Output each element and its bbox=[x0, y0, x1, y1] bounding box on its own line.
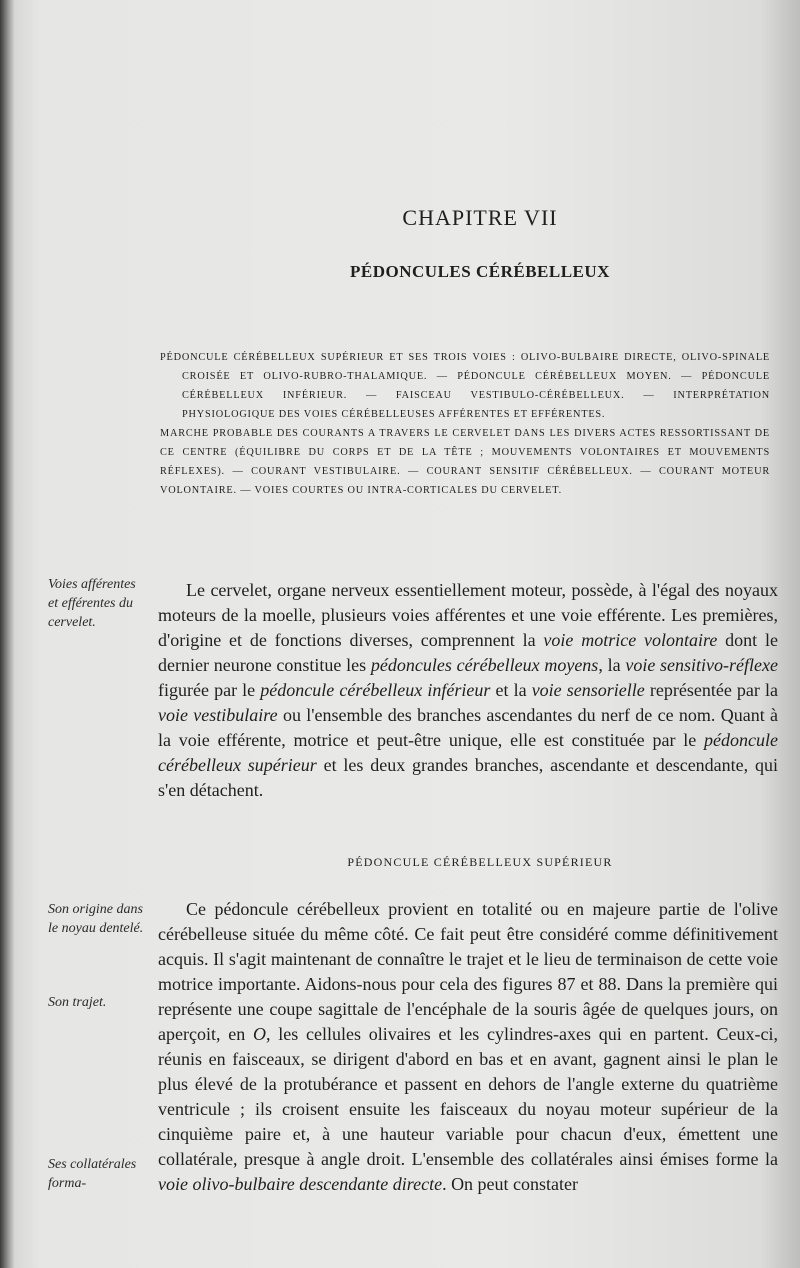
italic-term: voie sensorielle bbox=[531, 680, 645, 700]
margin-note-trajet: Son trajet. bbox=[48, 995, 107, 1010]
text-run: et la bbox=[490, 680, 532, 700]
text-run: , les cellules olivaires et les cylindres-axes qui en partent. Ceux-ci, réunis en faisceaux, se dirigent d'abord en bas et en avant, gagnent ainsi le plan le plus élevé de la protubérance et passent en dehors de l'angle externe du quatrième ventricule ; ils croisent ensuite les faisceaux du noyau moteur supérieur de la cinquième paire et, à une hauteur variable pour chacun d'eux, émettent une collatérale, presque à angle droit. L'ensemble des collatérales ainsi émises forme la bbox=[158, 1024, 779, 1169]
book-spine-shadow bbox=[0, 0, 14, 1268]
subheading-pedoncule-superieur: PÉDONCULE CÉRÉBELLEUX SUPÉRIEUR bbox=[347, 855, 613, 869]
margin-note-origine: Son origine dans le noyau dentelé. bbox=[48, 902, 144, 936]
body-paragraph-1 bbox=[158, 578, 778, 803]
chapter-summary bbox=[160, 348, 770, 500]
italic-term: voie motrice volontaire bbox=[543, 630, 718, 650]
text-run: Le cervelet, organe nerveux essentiellement moteur, possède, à l'égal des noyaux moteurs de la moelle, plusieurs voies afférentes et une voie efférente. Les premières, d'origine et de fonctions diverses, comprennent la bbox=[158, 580, 778, 650]
text-run: dont le dernier neurone constitue les bbox=[158, 630, 778, 675]
text-run: , la bbox=[598, 655, 626, 675]
margin-note-collaterales: Ses collatérales forma- bbox=[48, 1157, 137, 1191]
italic-term: voie sensitivo-réflexe bbox=[625, 655, 779, 675]
summary-paragraph-2: MARCHE PROBABLE DES COURANTS A TRAVERS LE CERVELET DANS LES DIVERS ACTES RESSORTISSANT DE CE CENTRE (ÉQUILIBRE DU CORPS ET DE LA TÊTE ; MOUVEMENTS VOLONTAIRES ET MOUVEMENTS RÉFLEXES). — COURANT VESTIBULAIRE. — COURANT SENSITIF CÉRÉBELLEUX. — COURANT MOTEUR VOLONTAIRE. — VOIES COURTES OU INTRA-CORTICALES DU CERVELET. bbox=[160, 428, 770, 496]
text-run: figurée par le bbox=[158, 680, 261, 700]
text-run: ou l'ensemble des branches ascendantes du nerf de ce nom. Quant à la voie efférente, motrice et peut-être unique, elle est constituée par le bbox=[158, 705, 779, 750]
italic-term: voie olivo-bulbaire descendante directe bbox=[158, 1174, 443, 1194]
text-run: représentée par la bbox=[644, 680, 778, 700]
section-title: PÉDONCULES CÉRÉBELLEUX bbox=[350, 262, 610, 281]
paragraph-1-text bbox=[158, 578, 778, 803]
text-run: Ce pédoncule cérébelleux provient en totalité ou en majeure partie de l'olive cérébelleuse située du même côté. Ce fait peut être considéré comme définitivement acquis. Il s'agit maintenant de connaître le trajet et le lieu de terminaison de cette voie motrice importante. Aidons-nous pour cela des figures 87 et 88. Dans la première qui représente une coupe sagittale de l'encéphale de la souris âgée de quelques jours, on aperçoit, en bbox=[158, 899, 778, 1044]
summary-paragraph-1: PÉDONCULE CÉRÉBELLEUX SUPÉRIEUR ET SES TROIS VOIES : OLIVO-BULBAIRE DIRECTE, OLIVO-SPINALE CROISÉE ET OLIVO-RUBRO-THALAMIQUE. — PÉDONCULE CÉRÉBELLEUX MOYEN. — PÉDONCULE CÉRÉBELLEUX INFÉRIEUR. — FAISCEAU VESTIBULO-CÉRÉBELLEUX. — INTERPRÉTATION PHYSIOLOGIQUE DES VOIES CÉRÉBELLEUSES AFFÉRENTES ET EFFÉRENTES. bbox=[160, 352, 770, 420]
italic-term: voie vestibulaire bbox=[158, 705, 278, 725]
body-paragraph-2 bbox=[158, 897, 778, 1197]
margin-note-voies: Voies afférentes et efférentes du cervelet. bbox=[48, 577, 136, 630]
chapter-title: CHAPITRE VII bbox=[402, 205, 558, 230]
text-run: et les deux grandes branches, ascendante et descendante, qui s'en détachent. bbox=[158, 755, 778, 800]
text-run: . On peut constater bbox=[442, 1174, 579, 1194]
italic-term: O bbox=[253, 1024, 266, 1044]
italic-term: pédoncule cérébelleux supérieur bbox=[158, 730, 778, 775]
paragraph-2-text bbox=[158, 897, 778, 1197]
italic-term: pédoncules cérébelleux moyens bbox=[370, 655, 599, 675]
italic-term: pédoncule cérébelleux inférieur bbox=[260, 680, 491, 700]
